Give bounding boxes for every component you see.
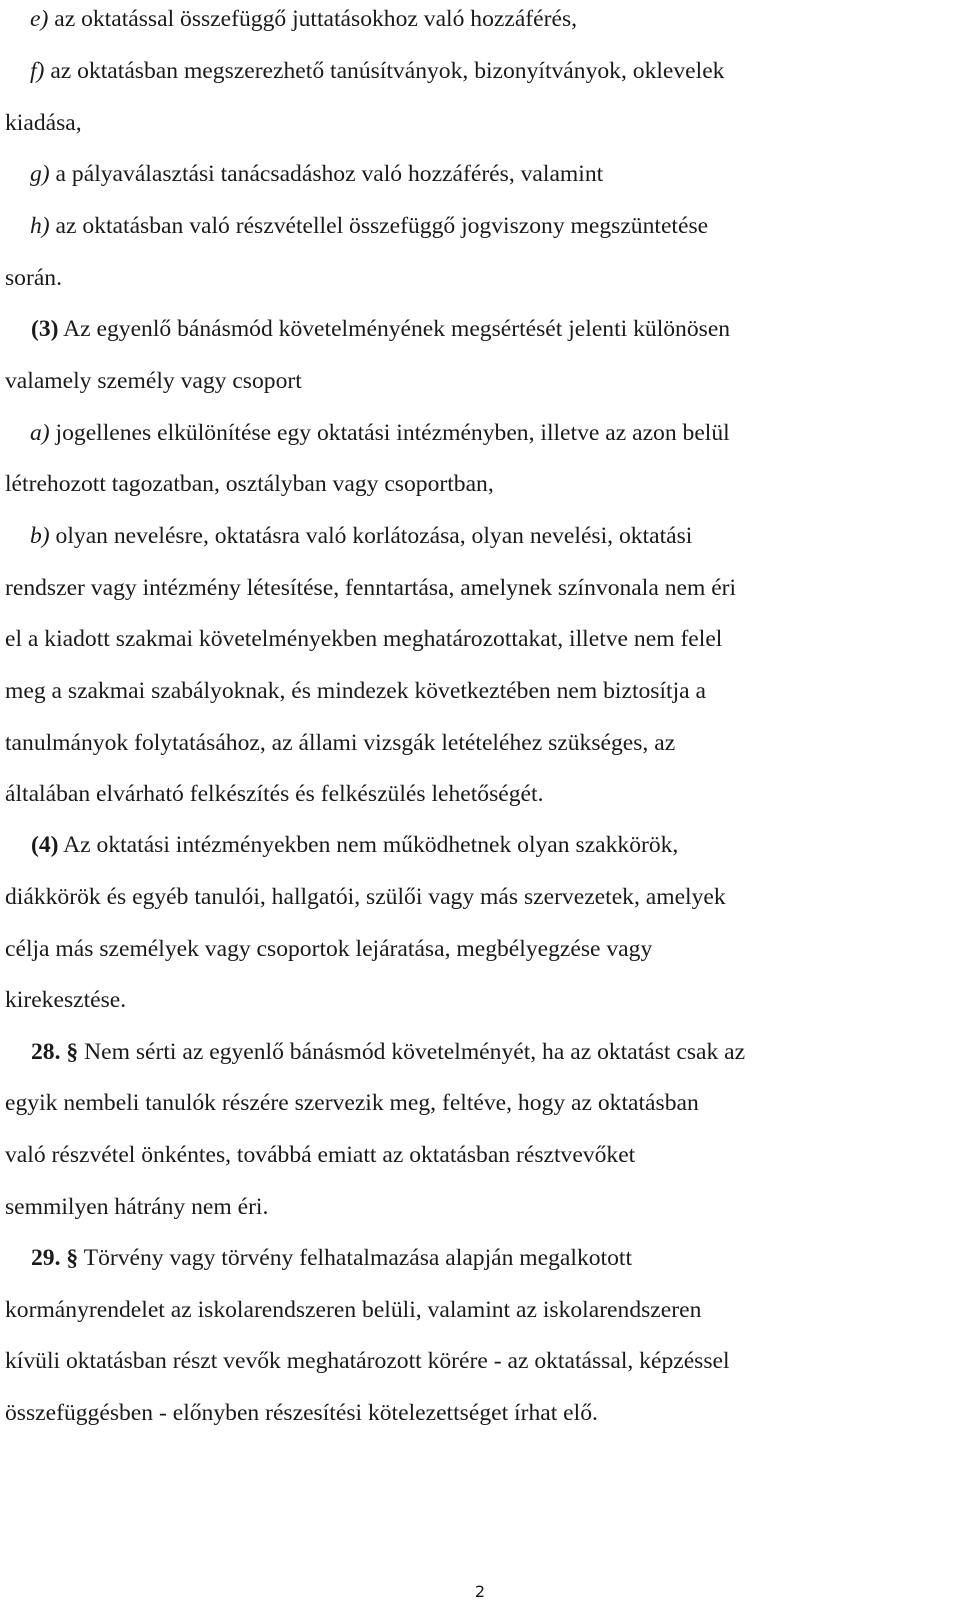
section-28-start xyxy=(31,1037,745,1067)
text-line: valamely személy vagy csoport xyxy=(5,368,302,394)
list-item-a xyxy=(30,418,730,448)
text-line: tanulmányok folytatásához, az állami vizsgák letételéhez szükséges, az xyxy=(5,730,676,756)
text-line: létrehozott tagozatban, osztályban vagy csoportban, xyxy=(5,471,494,497)
text-line: kormányrendelet az iskolarendszeren belüli, valamint az iskolarendszeren xyxy=(5,1297,702,1323)
text-line: kirekesztése. xyxy=(5,987,127,1013)
paragraph-3-start xyxy=(31,314,730,344)
list-text: olyan nevelésre, oktatásra való korlátozása, olyan nevelési, oktatási xyxy=(49,523,693,549)
text-line: kívüli oktatásban részt vevők meghatározott körére - az oktatással, képzéssel xyxy=(5,1348,730,1374)
section-number: 29. xyxy=(31,1245,61,1271)
list-label: g) xyxy=(30,161,50,187)
list-label: h) xyxy=(30,213,50,239)
list-item-e xyxy=(30,4,577,34)
list-item-f xyxy=(30,56,724,86)
section-text: Nem sérti az egyenlő bánásmód követelményét, ha az oktatást csak az xyxy=(78,1039,746,1065)
page-number: 2 xyxy=(474,1582,486,1601)
text-line: összefüggésben - előnyben részesítési kötelezettséget írhat elő. xyxy=(5,1400,598,1426)
list-text: az oktatásban való részvétellel összefüggő jogviszony megszüntetése xyxy=(49,213,709,239)
paragraph-number: (4) xyxy=(31,832,59,858)
section-text: Törvény vagy törvény felhatalmazása alapján megalkotott xyxy=(78,1245,633,1271)
section-29-start xyxy=(31,1243,632,1273)
section-number: 28. xyxy=(31,1039,61,1065)
list-item-h xyxy=(30,211,708,241)
text-line: célja más személyek vagy csoportok lejáratása, megbélyegzése vagy xyxy=(5,936,653,962)
text-line: általában elvárható felkészítés és felkészülés lehetőségét. xyxy=(5,781,544,807)
text-line: rendszer vagy intézmény létesítése, fenntartása, amelynek színvonala nem éri xyxy=(5,575,737,601)
list-item-g xyxy=(30,159,603,189)
text-line: során. xyxy=(5,265,63,291)
list-label: f) xyxy=(30,58,45,84)
list-label: b) xyxy=(30,523,50,549)
text-line: kiadása, xyxy=(5,110,82,136)
list-item-b xyxy=(30,521,692,551)
list-label: e) xyxy=(30,6,49,32)
list-text: az oktatással összefüggő juttatásokhoz való hozzáférés, xyxy=(48,6,578,32)
text-line: egyik nembeli tanulók részére szervezik meg, feltéve, hogy az oktatásban xyxy=(5,1090,699,1116)
text-line: el a kiadott szakmai követelményekben meghatározottakat, illetve nem felel xyxy=(5,626,723,652)
paragraph-text: Az egyenlő bánásmód követelményének megsértését jelenti különösen xyxy=(58,316,731,342)
paragraph-number: (3) xyxy=(31,316,59,342)
list-text: a pályaválasztási tanácsadáshoz való hozzáférés, valamint xyxy=(49,161,604,187)
text-line: diákkörök és egyéb tanulói, hallgatói, szülői vagy más szervezetek, amelyek xyxy=(5,884,726,910)
list-text: jogellenes elkülönítése egy oktatási intézményben, illetve az azon belül xyxy=(49,420,730,446)
text-line: semmilyen hátrány nem éri. xyxy=(5,1194,269,1220)
list-label: a) xyxy=(30,420,50,446)
paragraph-text: Az oktatási intézményekben nem működhetnek olyan szakkörök, xyxy=(58,832,679,858)
text-line: meg a szakmai szabályoknak, és mindezek következtében nem biztosítja a xyxy=(5,678,706,704)
text-line: való részvétel önkéntes, továbbá emiatt az oktatásban résztvevőket xyxy=(5,1142,636,1168)
section-sign: § xyxy=(60,1245,79,1271)
list-text: az oktatásban megszerezhető tanúsítványok, bizonyítványok, oklevelek xyxy=(44,58,725,84)
section-sign: § xyxy=(60,1039,79,1065)
paragraph-4-start xyxy=(31,830,678,860)
